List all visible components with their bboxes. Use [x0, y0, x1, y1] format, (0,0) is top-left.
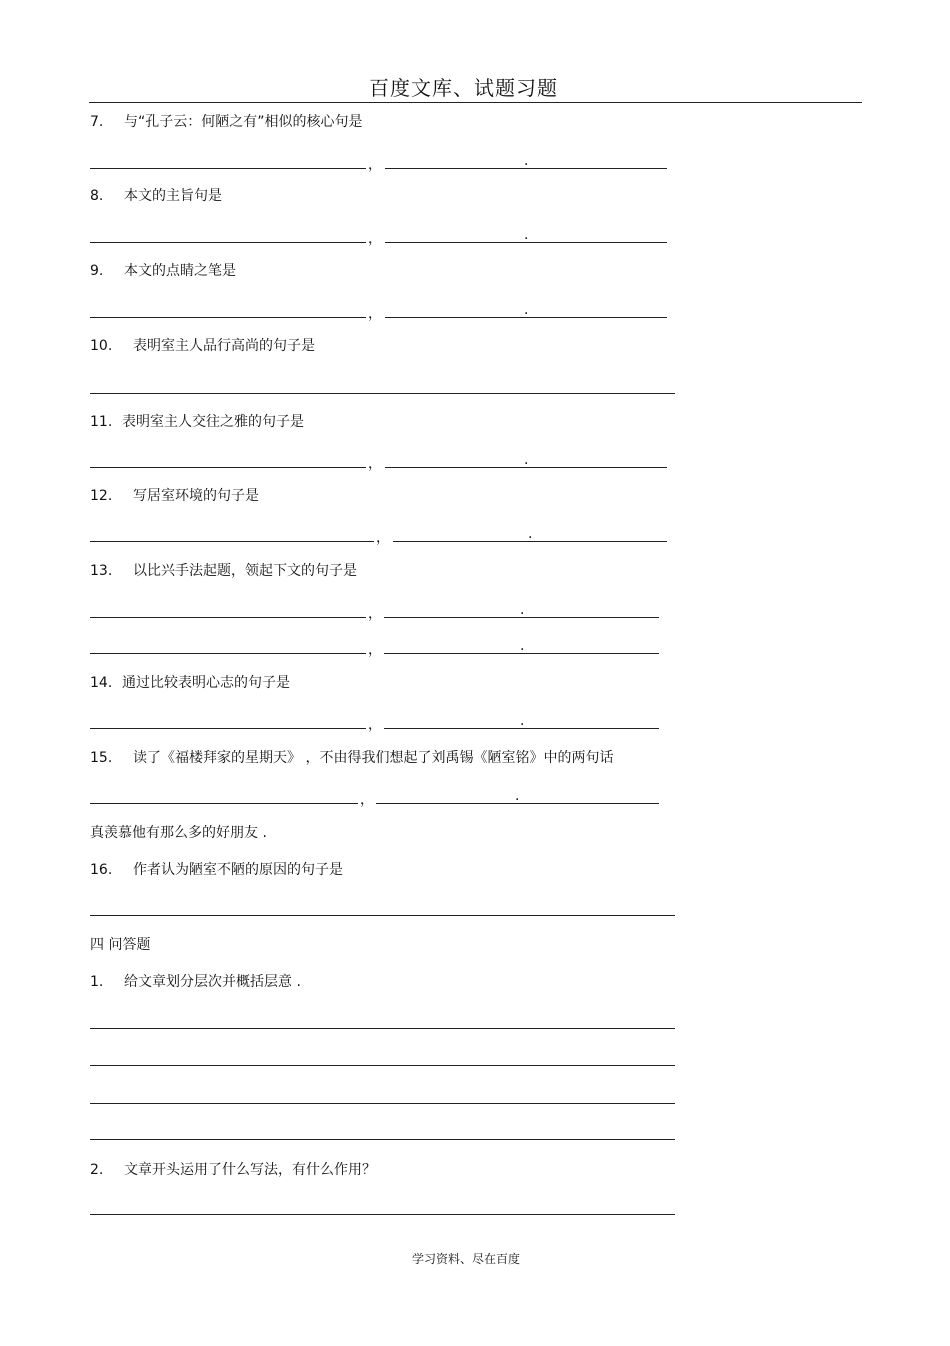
question-number: 13. — [90, 563, 113, 579]
period: . — [520, 638, 525, 654]
question-number: 1. — [90, 974, 104, 990]
question-10 — [90, 337, 315, 355]
question-11 — [90, 413, 304, 431]
answer-blank[interactable] — [90, 915, 675, 916]
answer-line[interactable] — [90, 1065, 675, 1066]
answer-blank[interactable] — [90, 728, 366, 729]
question-text: 读了《福楼拜家的星期天》 ，不由得我们想起了刘禹锡《陋室铭》中的两句话 — [133, 750, 614, 766]
answer-blank[interactable] — [90, 393, 675, 394]
answer-blank[interactable] — [90, 317, 366, 318]
question-number: 7. — [90, 114, 104, 130]
question-number: 16. — [90, 862, 113, 878]
question-text: 表明室主人交往之雅的句子是 — [122, 414, 304, 430]
period: . — [520, 713, 525, 729]
question-15-continuation — [90, 824, 267, 842]
question-8 — [90, 187, 222, 205]
header-rule — [89, 102, 862, 103]
comma: ， — [376, 530, 390, 546]
question-number: 11. — [90, 414, 113, 430]
comma: ， — [368, 606, 382, 622]
answer-blank[interactable] — [90, 617, 366, 618]
comma: ， — [368, 157, 382, 173]
period: . — [524, 452, 529, 468]
question-number: 9. — [90, 263, 104, 279]
question-number: 15. — [90, 750, 113, 766]
answer-line[interactable] — [90, 1214, 675, 1215]
period: . — [520, 602, 525, 618]
question-text: 本文的主旨句是 — [124, 188, 222, 204]
question-text: 本文的点睛之笔是 — [124, 263, 236, 279]
question-text: 与“孔子云：何陋之有”相似的核心句是 — [124, 114, 363, 130]
period: . — [515, 788, 520, 804]
question-14 — [90, 674, 290, 692]
answer-blank[interactable] — [90, 541, 374, 542]
answer-line[interactable] — [90, 1139, 675, 1140]
question-text: 作者认为陋室不陋的原因的句子是 — [133, 862, 343, 878]
answer-question-1 — [90, 973, 301, 991]
question-number: 2. — [90, 1162, 104, 1178]
answer-blank[interactable] — [90, 803, 358, 804]
answer-blank[interactable] — [90, 467, 366, 468]
question-text: 表明室主人品行高尚的句子是 — [133, 338, 315, 354]
answer-line[interactable] — [90, 1103, 675, 1104]
answer-blank[interactable] — [90, 168, 366, 169]
question-number: 12. — [90, 488, 113, 504]
answer-question-2 — [90, 1161, 376, 1179]
question-12 — [90, 487, 259, 505]
period: . — [524, 227, 529, 243]
question-number: 10. — [90, 338, 113, 354]
comma: ， — [360, 792, 374, 808]
question-number: 14. — [90, 675, 113, 691]
question-13 — [90, 562, 357, 580]
question-text: 给文章划分层次并概括层意 . — [124, 974, 301, 990]
comma: ， — [368, 717, 382, 733]
page-title: 百度文库、试题习题 — [369, 76, 558, 100]
question-text: 通过比较表明心志的句子是 — [122, 675, 290, 691]
comma: ， — [368, 642, 382, 658]
question-7 — [90, 113, 363, 131]
question-text: 以比兴手法起题，领起下文的句子是 — [133, 563, 357, 579]
section-title: 四 问答题 — [90, 937, 151, 953]
question-9 — [90, 262, 236, 280]
period: . — [524, 153, 529, 169]
comma: ， — [368, 306, 382, 322]
answer-blank[interactable] — [90, 242, 366, 243]
question-15 — [90, 749, 613, 767]
answer-line[interactable] — [90, 1028, 675, 1029]
question-text: 真羡慕他有那么多的好朋友 . — [90, 825, 267, 841]
answer-blank[interactable] — [90, 653, 366, 654]
comma: ， — [368, 231, 382, 247]
comma: ， — [368, 456, 382, 472]
question-text: 文章开头运用了什么写法，有什么作用？ — [124, 1162, 376, 1178]
period: . — [528, 526, 533, 542]
question-text: 写居室环境的句子是 — [133, 488, 259, 504]
page-footer: 学习资料、尽在百度 — [412, 1252, 521, 1266]
question-number: 8. — [90, 188, 104, 204]
question-16 — [90, 861, 343, 879]
period: . — [524, 302, 529, 318]
